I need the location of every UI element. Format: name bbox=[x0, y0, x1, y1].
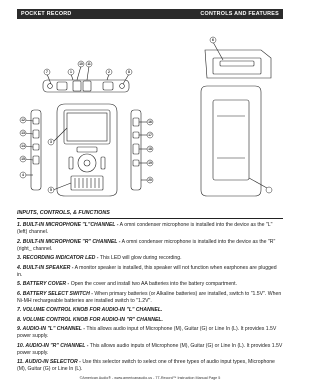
item-9-title: 9. AUDIO-IN "L" CHANNEL - bbox=[17, 326, 85, 332]
item-4 bbox=[17, 265, 283, 279]
item-2-title: 2. BUILT-IN MICROPHONE "R" CHANNEL - bbox=[17, 238, 121, 245]
item-4-title: 4. BUILT-IN SPEAKER - bbox=[17, 264, 74, 271]
callout-numbers bbox=[21, 38, 214, 192]
callout-right-2: 17 bbox=[148, 133, 152, 138]
callout-left-1: 12 bbox=[21, 118, 25, 123]
item-2-text: A omni condenser microphone is installed into the device as the "R" (right_ channel. bbox=[17, 238, 276, 252]
header-title: POCKET RECORD bbox=[21, 11, 72, 17]
item-8 bbox=[17, 317, 283, 324]
callout-left-3: 14 bbox=[21, 144, 25, 149]
callout-markers bbox=[20, 37, 272, 193]
item-6-title: 6. BATTERY SELECT SWITCH - bbox=[17, 290, 93, 297]
callout-back-1: 6 bbox=[212, 38, 214, 43]
callout-top-4: 2 bbox=[108, 70, 110, 75]
callout-top-1: 1 bbox=[70, 70, 72, 75]
callout-front-1: 3 bbox=[50, 140, 52, 145]
item-3 bbox=[17, 255, 283, 262]
header-section: CONTROLS AND FEATURES bbox=[200, 11, 279, 17]
item-7-title: 7. VOLUME CONTROL KNOB FOR AUDIO-IN "L" CHANNEL. bbox=[17, 307, 163, 313]
item-5-title: 5. BATTERY COVER - bbox=[17, 281, 70, 287]
item-11-title: 11. AUDIO-IN SELECTOR - bbox=[17, 359, 81, 365]
device-illustration bbox=[17, 30, 283, 206]
page-header bbox=[17, 9, 283, 19]
callout-left-5: 4 bbox=[22, 173, 24, 178]
item-9-text: This allows audio input of Microphone (M), Guitar (G) or Line In (L). It provides 1.5V power supply. bbox=[17, 326, 277, 339]
top-view bbox=[43, 80, 129, 92]
item-9 bbox=[17, 326, 283, 340]
item-6 bbox=[17, 291, 283, 305]
item-3-title: 3. RECORDING INDICATOR LED - bbox=[17, 255, 99, 261]
functions-section bbox=[17, 210, 283, 376]
item-10-title: 10. AUDIO-IN "R" CHANNEL - bbox=[17, 342, 89, 349]
callout-right-3: 18 bbox=[148, 147, 152, 152]
item-6-text: When primary batteries (or Alkaline batteries) are installed, switch to "1.5V". When Ni-MH rechargeable batteries are installed switch to "1.2V". bbox=[17, 290, 282, 304]
item-1-title: 1. BUILT-IN MICROPHONE "L"CHANNEL - bbox=[17, 222, 119, 228]
callout-top-6: 8 bbox=[128, 70, 130, 75]
page-footer: ©American Audio® - www.americanaudio.us - TT-Record™ Instruction Manual Page 5 bbox=[79, 376, 221, 380]
item-1-text: A omni condenser microphone is installed into the device as the "L" (left) channel. bbox=[17, 222, 273, 235]
item-11-text: Use this selector switch to select one of three types of audio input types, Microphone (M), Guitar (G) or Line In (L). bbox=[17, 359, 275, 372]
item-3-text: This LED will glow during recording. bbox=[98, 255, 182, 261]
callout-top-2: 10 bbox=[79, 62, 83, 67]
item-5 bbox=[17, 281, 283, 288]
item-7 bbox=[17, 307, 283, 314]
item-10-text: This allows audio inputs of Microphone (M), Guitar (G) or Line In (L). It provides 1.5V power supply. bbox=[17, 342, 283, 356]
callout-front-2: 5 bbox=[50, 188, 52, 193]
callout-top-5: 7 bbox=[46, 70, 48, 75]
front-view bbox=[57, 104, 117, 196]
callout-right-4: 19 bbox=[148, 161, 152, 166]
back-view bbox=[201, 50, 271, 196]
callout-top-3: 11 bbox=[87, 62, 91, 67]
device-diagram bbox=[17, 30, 283, 206]
item-8-title: 8. VOLUME CONTROL KNOB FOR AUDIO-IN "R" CHANNEL. bbox=[17, 316, 163, 323]
callout-left-4: 15 bbox=[21, 157, 25, 162]
item-5-text: Open the cover and install two AA batteries into the battery compartment. bbox=[69, 281, 238, 287]
callout-right-5: 20 bbox=[148, 178, 152, 183]
item-10 bbox=[17, 343, 283, 357]
item-2 bbox=[17, 239, 283, 253]
section-title: INPUTS, CONTROLS, & FUNCTIONS bbox=[17, 210, 283, 219]
callout-right-1: 16 bbox=[148, 120, 152, 125]
item-1 bbox=[17, 222, 283, 236]
left-side-view bbox=[31, 110, 41, 190]
item-11 bbox=[17, 359, 283, 373]
item-4-text: A monitor speaker is installed, this speaker will not function when earphones are plugged in. bbox=[17, 264, 277, 278]
callout-left-2: 13 bbox=[21, 131, 25, 136]
